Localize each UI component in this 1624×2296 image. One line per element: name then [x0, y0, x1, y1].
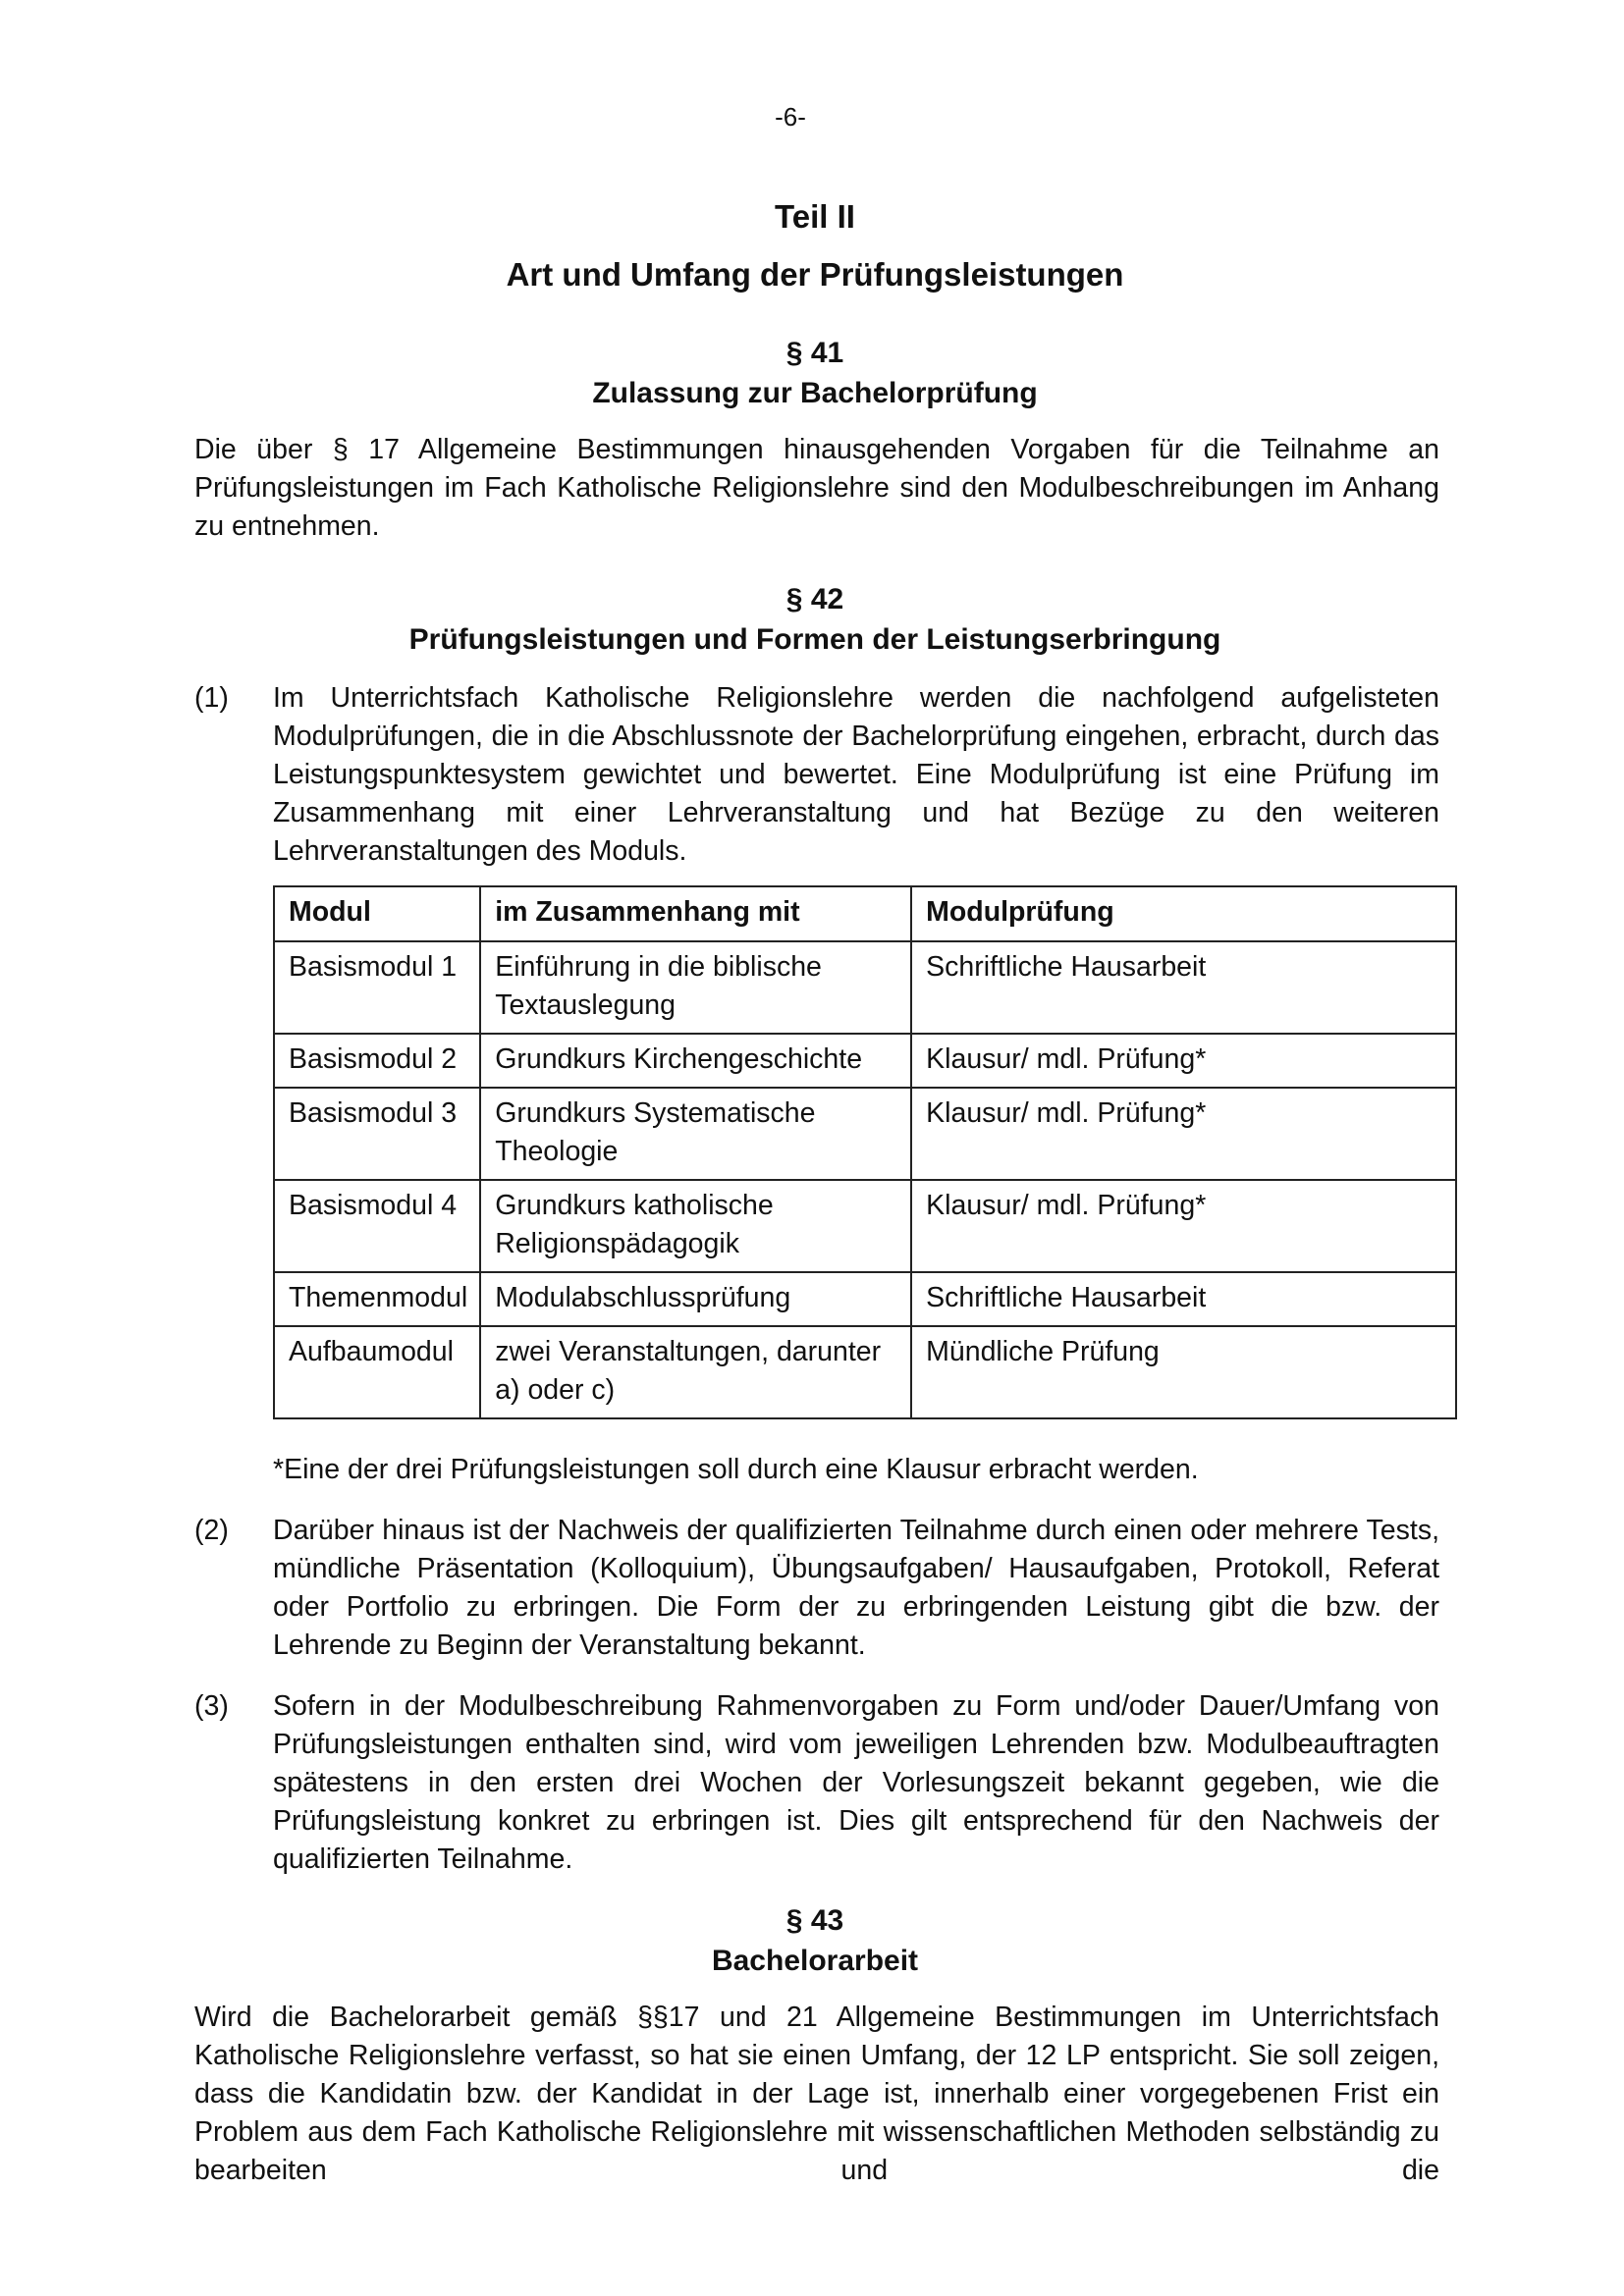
table-footnote: *Eine der drei Prüfungsleistungen soll durch eine Klausur erbracht werden. — [273, 1454, 1199, 1485]
table-row — [274, 1180, 1456, 1272]
table-cell: Basismodul 2 — [274, 1034, 480, 1088]
table-cell: Einführung in die biblische Textauslegung — [480, 941, 911, 1034]
item-3-number: (3) — [194, 1690, 229, 1722]
section-42-number: § 42 — [785, 583, 844, 615]
item-3-text: Sofern in der Modulbeschreibung Rahmenvorgaben zu Form und/oder Dauer/Umfang von Prüfungsleistungen enthalten sind, wird vom jeweiligen Lehrenden bzw. Modulbeauftragten spätestens in den ersten drei Wochen der Vorlesungszeit bekannt gegeben, wie die Prüfungsleistung konkret zu erbringen ist. Dies gilt entsprechend für den Nachweis der qualifizierten Teilnahme. — [273, 1690, 1439, 1875]
table-cell: zwei Veranstaltungen, darunter a) oder c) — [480, 1326, 911, 1418]
module-exam-table — [273, 885, 1457, 1419]
table-row — [274, 1034, 1456, 1088]
table-row — [274, 941, 1456, 1034]
table-cell: Klausur/ mdl. Prüfung* — [911, 1034, 1456, 1088]
table-cell: Klausur/ mdl. Prüfung* — [911, 1180, 1456, 1272]
section-43-title: Bachelorarbeit — [711, 1945, 919, 1977]
part-subtitle: Art und Umfang der Prüfungsleistungen — [506, 256, 1124, 293]
table-cell: Basismodul 4 — [274, 1180, 480, 1272]
table-cell: Grundkurs Kirchengeschichte — [480, 1034, 911, 1088]
section-41-title: Zulassung zur Bachelorprüfung — [592, 377, 1038, 409]
table-cell: Themenmodul — [274, 1272, 480, 1326]
table-header-exam: Modulprüfung — [911, 886, 1456, 941]
table-header-modul: Modul — [274, 886, 480, 941]
item-2-text: Darüber hinaus ist der Nachweis der qualifizierten Teilnahme durch einen oder mehrere Tests, mündliche Präsentation (Kolloquium), Übungsaufgaben/ Hausaufgaben, Protokoll, Referat oder Portfolio zu erbringen. Die Form der zu erbringenden Leistung gibt die bzw. der Lehrende zu Beginn der Veranstaltung bekannt. — [273, 1515, 1439, 1661]
page-number: -6- — [775, 102, 806, 132]
table-cell: Mündliche Prüfung — [911, 1326, 1456, 1418]
item-2-number: (2) — [194, 1515, 229, 1546]
table-row — [274, 1272, 1456, 1326]
section-43-number: § 43 — [785, 1904, 844, 1937]
table-row — [274, 1088, 1456, 1180]
table-cell: Modulabschlussprüfung — [480, 1272, 911, 1326]
section-41-text: Die über § 17 Allgemeine Bestimmungen hinausgehenden Vorgaben für die Teilnahme an Prüfungsleistungen im Fach Katholische Religionslehre sind den Modulbeschreibungen im Anhang zu entnehmen. — [194, 434, 1439, 542]
table-cell: Basismodul 1 — [274, 941, 480, 1034]
item-1-number: (1) — [194, 682, 229, 714]
part-title: Teil II — [775, 198, 855, 235]
table-header-context: im Zusammenhang mit — [480, 886, 911, 941]
table-row — [274, 1326, 1456, 1418]
section-41-number: § 41 — [785, 337, 844, 369]
section-42-title: Prüfungsleistungen und Formen der Leistungserbringung — [408, 623, 1221, 656]
table-cell: Grundkurs Systematische Theologie — [480, 1088, 911, 1180]
table-cell: Schriftliche Hausarbeit — [911, 941, 1456, 1034]
table-header-row — [274, 886, 1456, 941]
table-cell: Schriftliche Hausarbeit — [911, 1272, 1456, 1326]
table-cell: Basismodul 3 — [274, 1088, 480, 1180]
section-43-text: Wird die Bachelorarbeit gemäß §§17 und 21 Allgemeine Bestimmungen im Unterrichtsfach Katholische Religionslehre verfasst, so hat sie einen Umfang, der 12 LP entspricht. Sie soll zeigen, dass die Kandidatin bzw. der Kandidat in der Lage ist, innerhalb einer vorgegebenen Frist ein Problem aus dem Fach Katholische Religionslehre mit wissenschaftlichen Methoden selbständig zu bearbeiten und die — [194, 2002, 1439, 2186]
item-1-text: Im Unterrichtsfach Katholische Religionslehre werden die nachfolgend aufgelisteten Modulprüfungen, die in die Abschlussnote der Bachelorprüfung eingehen, erbracht, durch das Leistungspunktesystem gewichtet und bewertet. Eine Modulprüfung ist eine Prüfung im Zusammenhang mit einer Lehrveranstaltung und hat Bezüge zu den weiteren Lehrveranstaltungen des Moduls. — [273, 682, 1439, 867]
table-cell: Aufbaumodul — [274, 1326, 480, 1418]
table-cell: Grundkurs katholische Religionspädagogik — [480, 1180, 911, 1272]
table-cell: Klausur/ mdl. Prüfung* — [911, 1088, 1456, 1180]
